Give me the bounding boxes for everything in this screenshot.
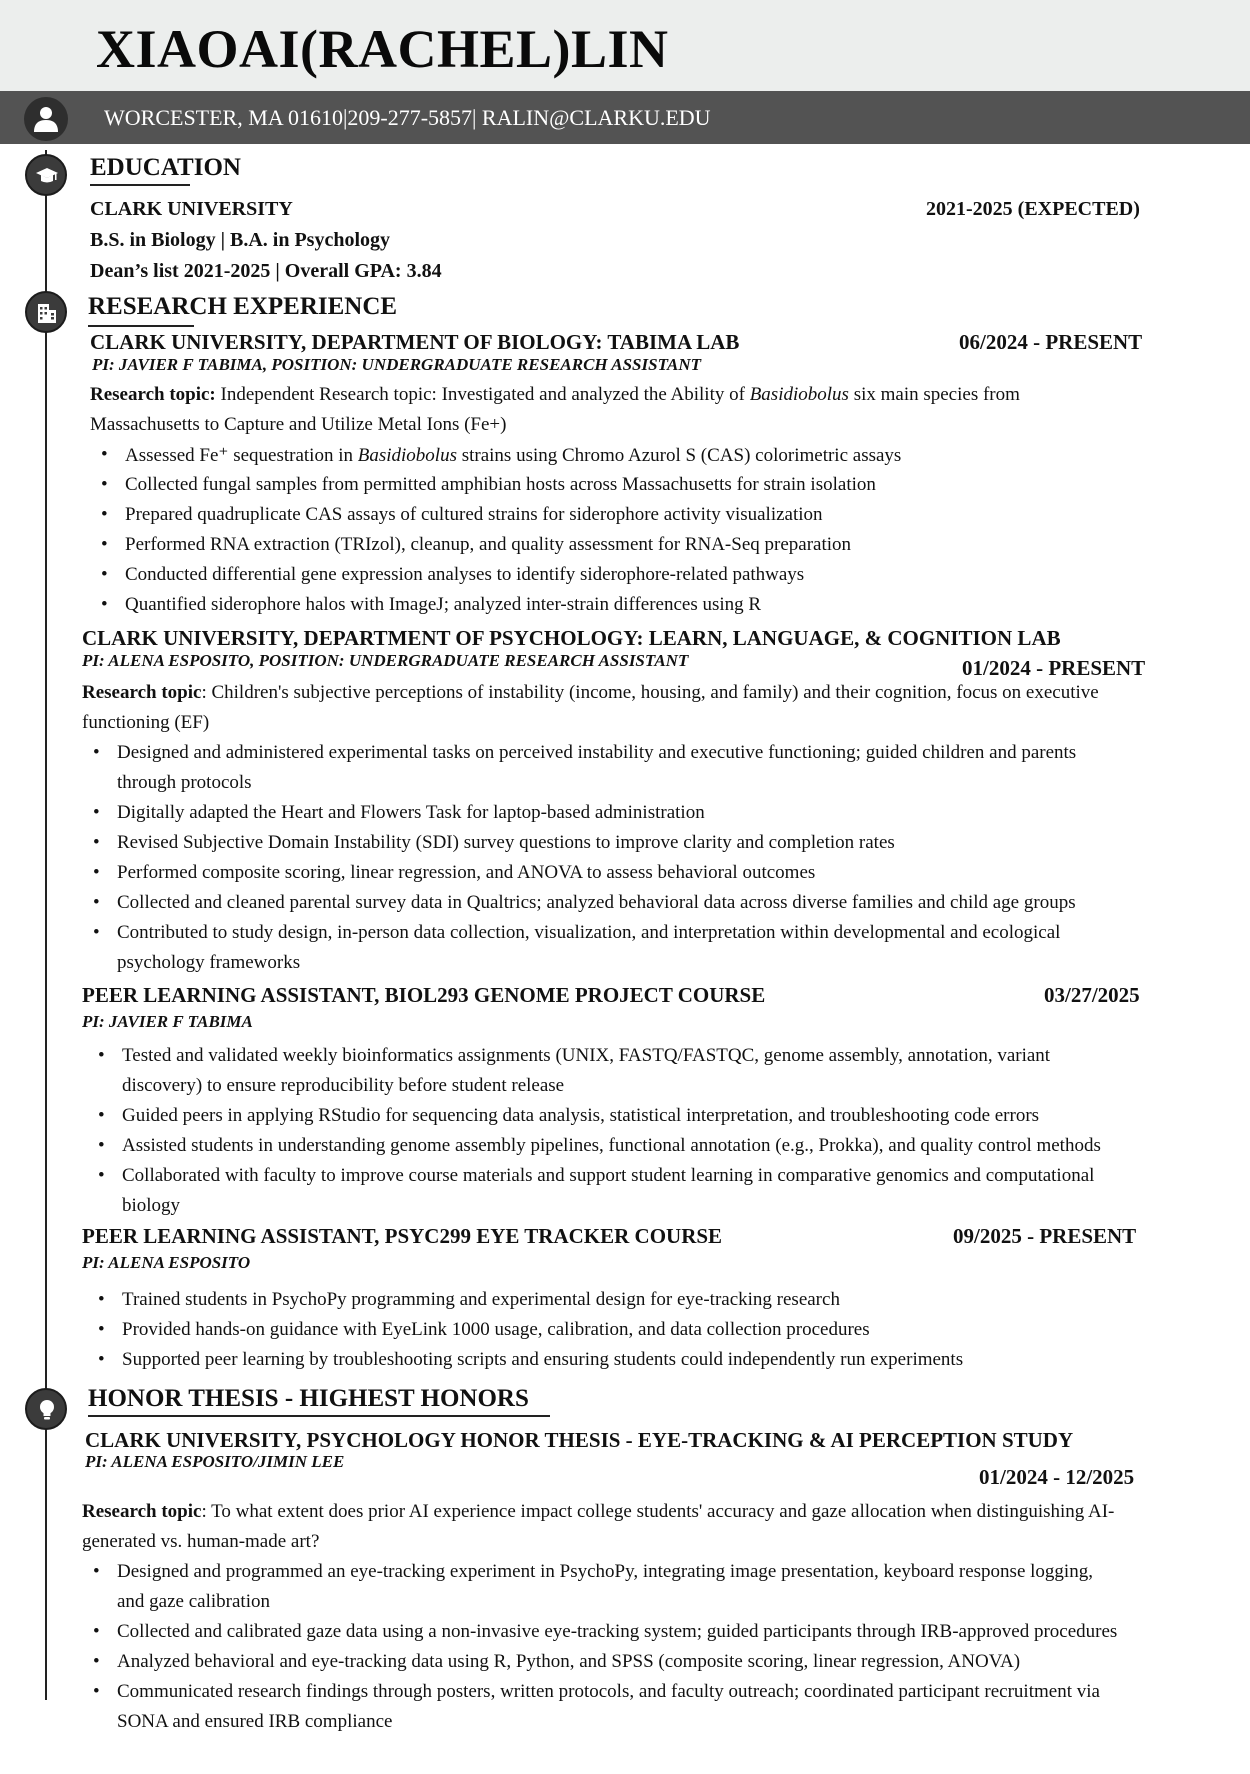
topic-label: Research topic [82, 682, 202, 703]
thesis-underline [88, 1415, 550, 1417]
bullet-text-end: strains using Chromo Azurol S (CAS) colorimetric assays [456, 445, 902, 466]
list-item: • Contributed to study design, in-person data collection, visualization, and interpretation within developmental and ecological [117, 922, 1060, 944]
contact-bar [0, 91, 1250, 144]
list-item: • Communicated research findings through posters, written protocols, and faculty outreach; coordinated participant recruitment via [117, 1681, 1100, 1703]
entry-pi: PI: ALENA ESPOSITO [82, 1253, 251, 1272]
entry-dates: 06/2024 - PRESENT [959, 330, 1143, 354]
entry-topic-continued: Massachusetts to Capture and Utilize Metal Ions (Fe+) [90, 414, 507, 435]
entry-org: CLARK UNIVERSITY, DEPARTMENT OF PSYCHOLOGY: LEARN, LANGUAGE, & COGNITION LAB [82, 626, 1061, 650]
list-item: • Tested and validated weekly bioinformatics assignments (UNIX, FASTQ/FASTQC, genome assembly, annotation, variant [122, 1045, 1050, 1067]
header-band [0, 0, 1250, 91]
building-icon [25, 291, 67, 333]
graduation-cap-icon [25, 154, 67, 196]
list-item: • Digitally adapted the Heart and Flowers Task for laptop-based administration [117, 802, 705, 824]
list-item: • Collected and calibrated gaze data using a non-invasive eye-tracking system; guided participants through IRB-approved procedures [117, 1621, 1117, 1643]
list-item: • Trained students in PsychoPy programming and experimental design for eye-tracking research [122, 1289, 840, 1311]
topic-label: Research topic [82, 1501, 202, 1522]
list-item: • Conducted differential gene expression analyses to identify siderophore-related pathways [125, 564, 804, 586]
thesis-topic [82, 1501, 1114, 1523]
entry-org: PEER LEARNING ASSISTANT, BIOL293 GENOME PROJECT COURSE [82, 983, 766, 1007]
entry-topic [90, 384, 1020, 406]
education-dates: 2021-2025 (EXPECTED) [926, 198, 1140, 220]
topic-text: : Children's subjective perceptions of instability (income, housing, and family) and their cognition, focus on executive [201, 682, 1099, 703]
entry-dates: 03/27/2025 [1044, 983, 1140, 1007]
list-item: • Analyzed behavioral and eye-tracking data using R, Python, and SPSS (composite scoring, linear regression, ANOVA) [117, 1651, 1020, 1673]
entry-pi: PI: JAVIER F TABIMA, POSITION: UNDERGRADUATE RESEARCH ASSISTANT [92, 355, 702, 374]
thesis-heading: HONOR THESIS - HIGHEST HONORS [88, 1385, 529, 1412]
list-item: • Collaborated with faculty to improve course materials and support student learning in comparative genomics and computational [122, 1165, 1094, 1187]
bullet-text: Assessed Fe⁺ sequestration in [125, 445, 358, 466]
bullet-species: Basidiobolus [357, 445, 457, 466]
topic-text: : To what extent does prior AI experience impact college students' accuracy and gaze allocation when distinguishing AI- [201, 1501, 1115, 1522]
list-item [125, 444, 901, 467]
entry-pi: PI: JAVIER F TABIMA [82, 1012, 253, 1031]
thesis-pi: PI: ALENA ESPOSITO/JIMIN LEE [85, 1452, 345, 1471]
education-underline [90, 184, 190, 186]
education-honors: Dean’s list 2021-2025 | Overall GPA: 3.84 [90, 260, 442, 282]
thesis-dates: 01/2024 - 12/2025 [979, 1465, 1135, 1489]
list-item: • Performed composite scoring, linear regression, and ANOVA to assess behavioral outcomes [117, 862, 815, 884]
list-item-continued: SONA and ensured IRB compliance [117, 1711, 393, 1732]
entry-topic [82, 682, 1099, 704]
list-item: • Performed RNA extraction (TRIzol), cleanup, and quality assessment for RNA-Seq preparation [125, 534, 851, 556]
list-item-continued: psychology frameworks [117, 952, 301, 973]
topic-text: Independent Research topic: Investigated and analyzed the Ability of [215, 384, 750, 405]
list-item: • Collected fungal samples from permitted amphibian hosts across Massachusetts for strain isolation [125, 474, 876, 496]
list-item-continued: biology [122, 1195, 181, 1216]
timeline-line [45, 150, 47, 1700]
topic-text-end: six main species from [848, 384, 1020, 405]
list-item: • Quantified siderophore halos with ImageJ; analyzed inter-strain differences using R [125, 594, 761, 616]
list-item-continued: discovery) to ensure reproducibility before student release [122, 1075, 565, 1096]
list-item: • Prepared quadruplicate CAS assays of cultured strains for siderophore activity visualization [125, 504, 823, 526]
list-item-continued: and gaze calibration [117, 1591, 270, 1612]
entry-dates: 01/2024 - PRESENT [962, 656, 1146, 680]
applicant-name: XIAOAI(RACHEL)LIN [96, 19, 669, 79]
thesis-topic-continued: generated vs. human-made art? [82, 1531, 320, 1552]
list-item: • Assisted students in understanding genome assembly pipelines, functional annotation (e.g., Prokka), and quality control methods [122, 1135, 1101, 1157]
education-degree: B.S. in Biology | B.A. in Psychology [90, 229, 391, 251]
education-heading: EDUCATION [90, 154, 241, 181]
entry-dates: 09/2025 - PRESENT [953, 1224, 1137, 1248]
topic-species: Basidiobolus [749, 384, 849, 405]
list-item: • Designed and programmed an eye-tracking experiment in PsychoPy, integrating image presentation, keyboard response logging, [117, 1561, 1093, 1583]
entry-topic-continued: functioning (EF) [82, 712, 210, 733]
list-item: • Supported peer learning by troubleshooting scripts and ensuring students could independently run experiments [122, 1349, 963, 1371]
list-item: • Provided hands-on guidance with EyeLink 1000 usage, calibration, and data collection procedures [122, 1319, 870, 1341]
education-school: CLARK UNIVERSITY [90, 198, 293, 220]
list-item: • Revised Subjective Domain Instability (SDI) survey questions to improve clarity and completion rates [117, 832, 895, 854]
thesis-org: CLARK UNIVERSITY, PSYCHOLOGY HONOR THESIS - EYE-TRACKING & AI PERCEPTION STUDY [85, 1428, 1074, 1452]
research-heading: RESEARCH EXPERIENCE [88, 293, 398, 320]
contact-info: WORCESTER, MA 01610|209-277-5857| RALIN@CLARKU.EDU [104, 105, 711, 130]
list-item: • Designed and administered experimental tasks on perceived instability and executive functioning; guided children and parents [117, 742, 1076, 764]
entry-pi: PI: ALENA ESPOSITO, POSITION: UNDERGRADUATE RESEARCH ASSISTANT [82, 651, 689, 670]
entry-org: CLARK UNIVERSITY, DEPARTMENT OF BIOLOGY: TABIMA LAB [90, 330, 740, 354]
list-item: • Guided peers in applying RStudio for sequencing data analysis, statistical interpretation, and troubleshooting code errors [122, 1105, 1039, 1127]
lightbulb-icon [25, 1388, 67, 1430]
list-item-continued: through protocols [117, 772, 252, 793]
entry-org: PEER LEARNING ASSISTANT, PSYC299 EYE TRACKER COURSE [82, 1224, 723, 1248]
person-icon [24, 97, 68, 141]
topic-label: Research topic: [90, 384, 216, 405]
list-item: • Collected and cleaned parental survey data in Qualtrics; analyzed behavioral data across diverse families and child age groups [117, 892, 1076, 914]
research-underline [88, 325, 194, 327]
